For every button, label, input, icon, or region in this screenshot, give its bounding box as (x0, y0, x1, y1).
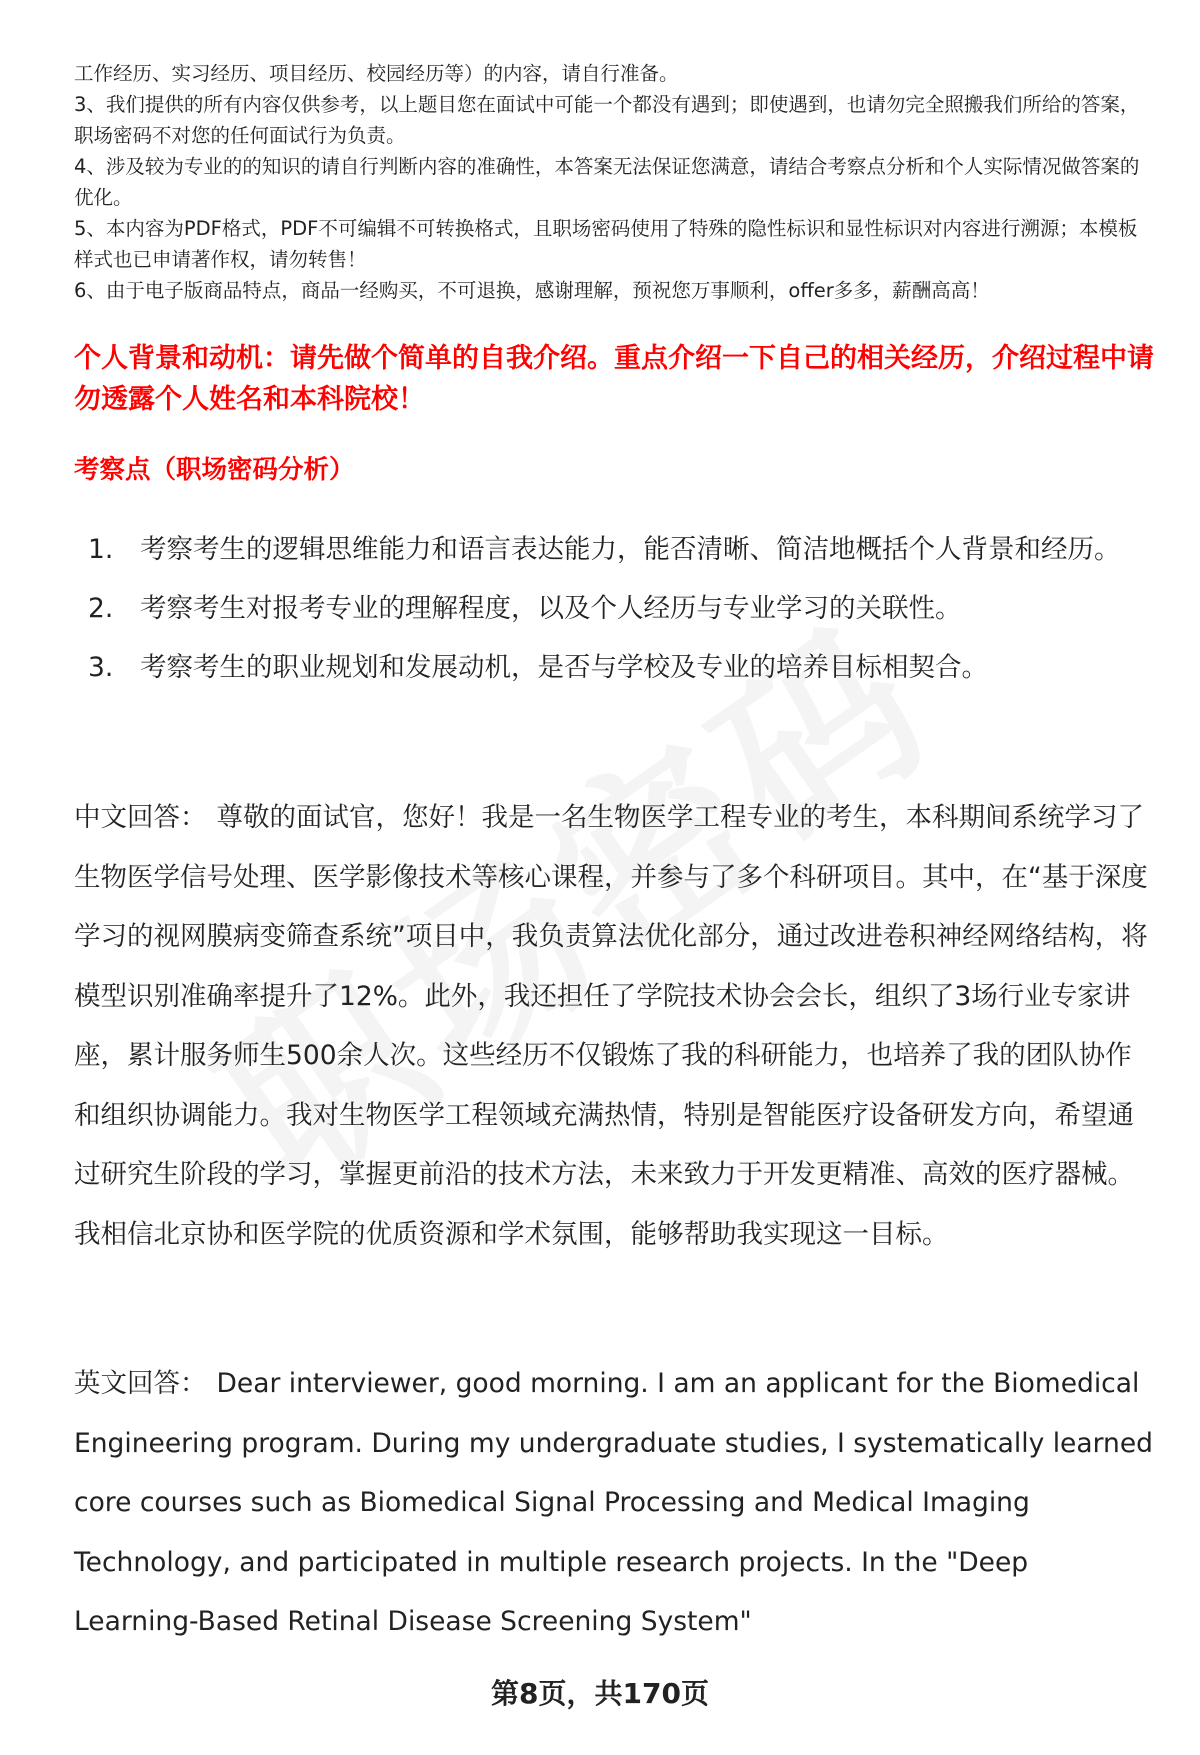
interview-question: 个人背景和动机：请先做个简单的自我介绍。重点介绍一下自己的相关经历，介绍过程中请勿透露个人姓名和本科院校！ (74, 343, 1154, 415)
english-answer (74, 1354, 1154, 1652)
answer-label: 英文回答： (74, 1368, 207, 1399)
notice-item: 4、涉及较为专业的的知识的请自行判断内容的准确性，本答案无法保证您满意，请结合考察点分析和个人实际情况做答案的优化。 (74, 155, 1140, 209)
answer-label: 中文回答： (74, 802, 207, 833)
answer-text: 尊敬的面试官，您好！我是一名生物医学工程专业的考生，本科期间系统学习了生物医学信号处理、医学影像技术等核心课程，并参与了多个科研项目。其中，在“基于深度学习的视网膜病变筛查系统”项目中，我负责算法优化部分，通过改进卷积神经网络结构，将模型识别准确率提升了12%。此外，我还担任了学院技术协会会长，组织了3场行业专家讲座，累计服务师生500余人次。这些经历不仅锻炼了我的科研能力，也培养了我的团队协作和组织协调能力。我对生物医学工程领域充满热情，特别是智能医疗设备研发方向，希望通过研究生阶段的学习，掌握更前沿的技术方法，未来致力于开发更精准、高效的医疗器械。我相信北京协和医学院的优质资源和学术氛围，能够帮助我实现这一目标。 (74, 802, 1148, 1250)
list-item (74, 520, 1154, 579)
section-title: 考察点（职场密码分析） (74, 455, 355, 485)
notice-item: 工作经历、实习经历、项目经历、校园经历等）的内容，请自行准备。 (74, 62, 679, 85)
answer-text: Dear interviewer, good morning. I am an applicant for the Biomedical Engineering program. During my undergraduate studies, I systematically learned core courses such as Biomedical Signal Processing and Medical Imaging Technology, and participated in multiple research projects. In the "Deep Learning-Based Retinal Disease Screening System" (74, 1368, 1153, 1637)
list-text: 考察考生的职业规划和发展动机，是否与学校及专业的培养目标相契合。 (140, 652, 988, 683)
list-text: 考察考生的逻辑思维能力和语言表达能力，能否清晰、简洁地概括个人背景和经历。 (140, 534, 1121, 565)
notice-item: 3、我们提供的所有内容仅供参考，以上题目您在面试中可能一个都没有遇到；即使遇到，也请勿完全照搬我们所给的答案，职场密码不对您的任何面试行为负责。 (74, 93, 1140, 147)
list-number: 3. (88, 652, 114, 683)
notice-item: 6、由于电子版商品特点，商品一经购买，不可退换，感谢理解，预祝您万事顺利，offer多多，薪酬高高！ (74, 279, 990, 302)
list-number: 2. (88, 593, 114, 624)
chinese-answer (74, 788, 1154, 1264)
page-number: 第8页，共170页 (491, 1677, 709, 1710)
list-item (74, 638, 1154, 697)
list-text: 考察考生对报考专业的理解程度，以及个人经历与专业学习的关联性。 (140, 593, 962, 624)
notice-list (74, 58, 1154, 306)
list-number: 1. (88, 534, 114, 565)
notice-item: 5、本内容为PDF格式，PDF不可编辑不可转换格式，且职场密码使用了特殊的隐性标识和显性标识对内容进行溯源；本模板样式也已申请著作权，请勿转售！ (74, 217, 1138, 271)
list-item (74, 579, 1154, 638)
assessment-points (74, 520, 1154, 697)
